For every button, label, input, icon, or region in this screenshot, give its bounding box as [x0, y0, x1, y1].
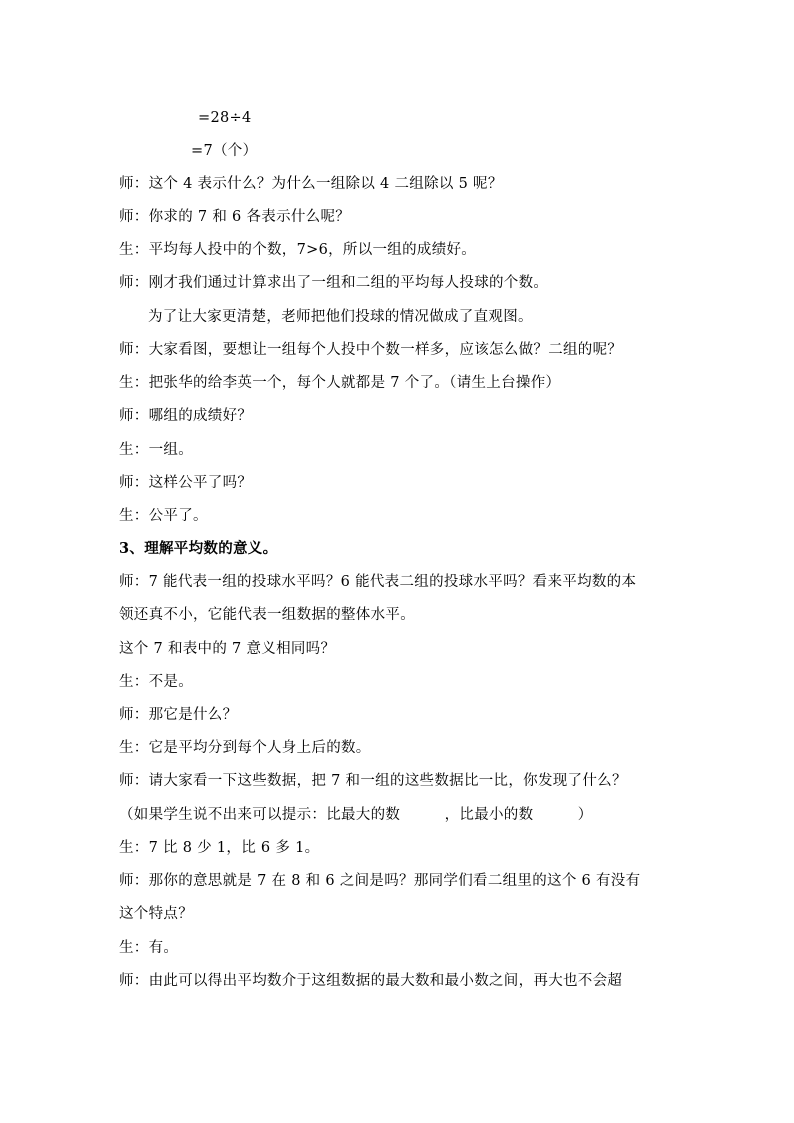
- text-line: 师：你求的 7 和 6 各表示什么呢？: [119, 209, 351, 225]
- text-line: 师：这样公平了吗？: [119, 475, 253, 491]
- calculation-step-2: =7（个）: [191, 143, 258, 159]
- text-line: 为了让大家更清楚，老师把他们投球的情况做成了直观图。: [148, 309, 533, 325]
- text-line: 师：那你的意思就是 7 在 8 和 6 之间是吗？那同学们看二组里的这个 6 有没有: [119, 873, 641, 889]
- calculation-step-1: =28÷4: [198, 110, 252, 126]
- text-line: 生：7 比 8 少 1，比 6 多 1。: [119, 840, 320, 856]
- text-line: 师：7 能代表一组的投球水平吗？6 能代表二组的投球水平吗？看来平均数的本: [119, 574, 637, 590]
- text-line: 领还真不小，它能代表一组数据的整体水平。: [119, 607, 415, 623]
- text-line: 这个特点？: [119, 906, 193, 922]
- text-line: 师：这个 4 表示什么？为什么一组除以 4 二组除以 5 呢？: [119, 176, 503, 192]
- text-line: 师：大家看图，要想让一组每个人投中个数一样多，应该怎么做？二组的呢？: [119, 342, 623, 358]
- text-line: 生：它是平均分到每个人身上后的数。: [119, 740, 371, 756]
- section-heading: 3、理解平均数的意义。: [119, 540, 278, 557]
- text-line: 师：刚才我们通过计算求出了一组和二组的平均每人投球的个数。: [119, 275, 549, 291]
- text-line: 师：请大家看一下这些数据，把 7 和一组的这些数据比一比，你发现了什么？: [119, 773, 627, 789]
- text-line: 师：那它是什么？: [119, 707, 238, 723]
- text-line: 师：由此可以得出平均数介于这组数据的最大数和最小数之间，再大也不会超: [119, 973, 623, 989]
- text-line: 师：哪组的成绩好？: [119, 408, 253, 424]
- text-line: （如果学生说不出来可以提示：比最大的数 ，比最小的数 ）: [119, 807, 593, 823]
- text-line: 生：把张华的给李英一个，每个人就都是 7 个了。（请生上台操作）: [119, 375, 561, 391]
- text-line: 生：公平了。: [119, 508, 208, 524]
- text-line: 生：平均每人投中的个数，7>6，所以一组的成绩好。: [119, 242, 477, 258]
- text-line: 生：一组。: [119, 442, 193, 458]
- text-line: 这个 7 和表中的 7 意义相同吗？: [119, 641, 336, 657]
- text-line: 生：有。: [119, 940, 179, 956]
- text-line: 生：不是。: [119, 674, 193, 690]
